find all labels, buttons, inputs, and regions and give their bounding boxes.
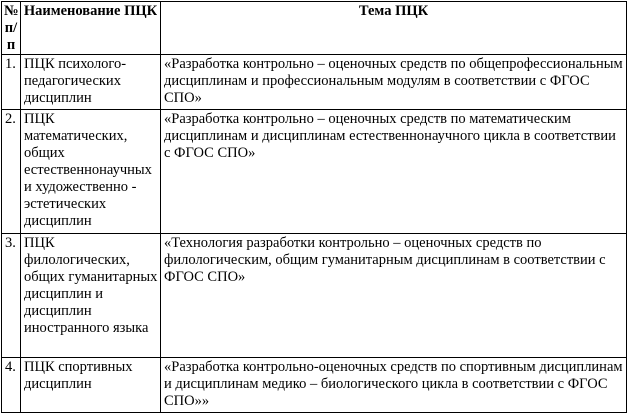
- pcc-topic: «Технология разработки контрольно – оценочных средств по филологическим, общим гуманитарным дисциплинам в соответствии с ФГОС СПО»: [161, 234, 627, 358]
- table-row: [2, 110, 627, 234]
- header-name: Наименование ПЦК: [21, 2, 161, 55]
- pcc-name: ПЦК психолого-педагогических дисциплин: [21, 55, 161, 110]
- header-number: № п/п: [2, 2, 21, 55]
- table-row: [2, 55, 627, 110]
- row-number: 1.: [2, 55, 21, 110]
- table-header-row: [2, 2, 627, 55]
- table-row: [2, 358, 627, 413]
- header-topic: Тема ПЦК: [161, 2, 627, 55]
- pcc-topic: «Разработка контрольно – оценочных средств по математическим дисциплинам и дисциплинам естественнонаучного цикла в соответствии с ФГОС СПО»: [161, 110, 627, 234]
- pcc-name: ПЦК математических, общих естественнонаучных и художественно - эстетических дисциплин: [21, 110, 161, 234]
- table-row: [2, 234, 627, 358]
- pcc-topics-table: [1, 1, 627, 413]
- row-number: 3.: [2, 234, 21, 358]
- row-number: 4.: [2, 358, 21, 413]
- pcc-name: ПЦК спортивных дисциплин: [21, 358, 161, 413]
- row-number: 2.: [2, 110, 21, 234]
- pcc-topic: «Разработка контрольно – оценочных средств по общепрофессиональным дисциплинам и профессиональным модулям в соответствии с ФГОС СПО»: [161, 55, 627, 110]
- pcc-name: ПЦК филологических, общих гуманитарных дисциплин и дисциплин иностранного языка: [21, 234, 161, 358]
- pcc-topic: «Разработка контрольно-оценочных средств по спортивным дисциплинам и дисциплинам медико – биологического цикла в соответствии с ФГОС СПО»»: [161, 358, 627, 413]
